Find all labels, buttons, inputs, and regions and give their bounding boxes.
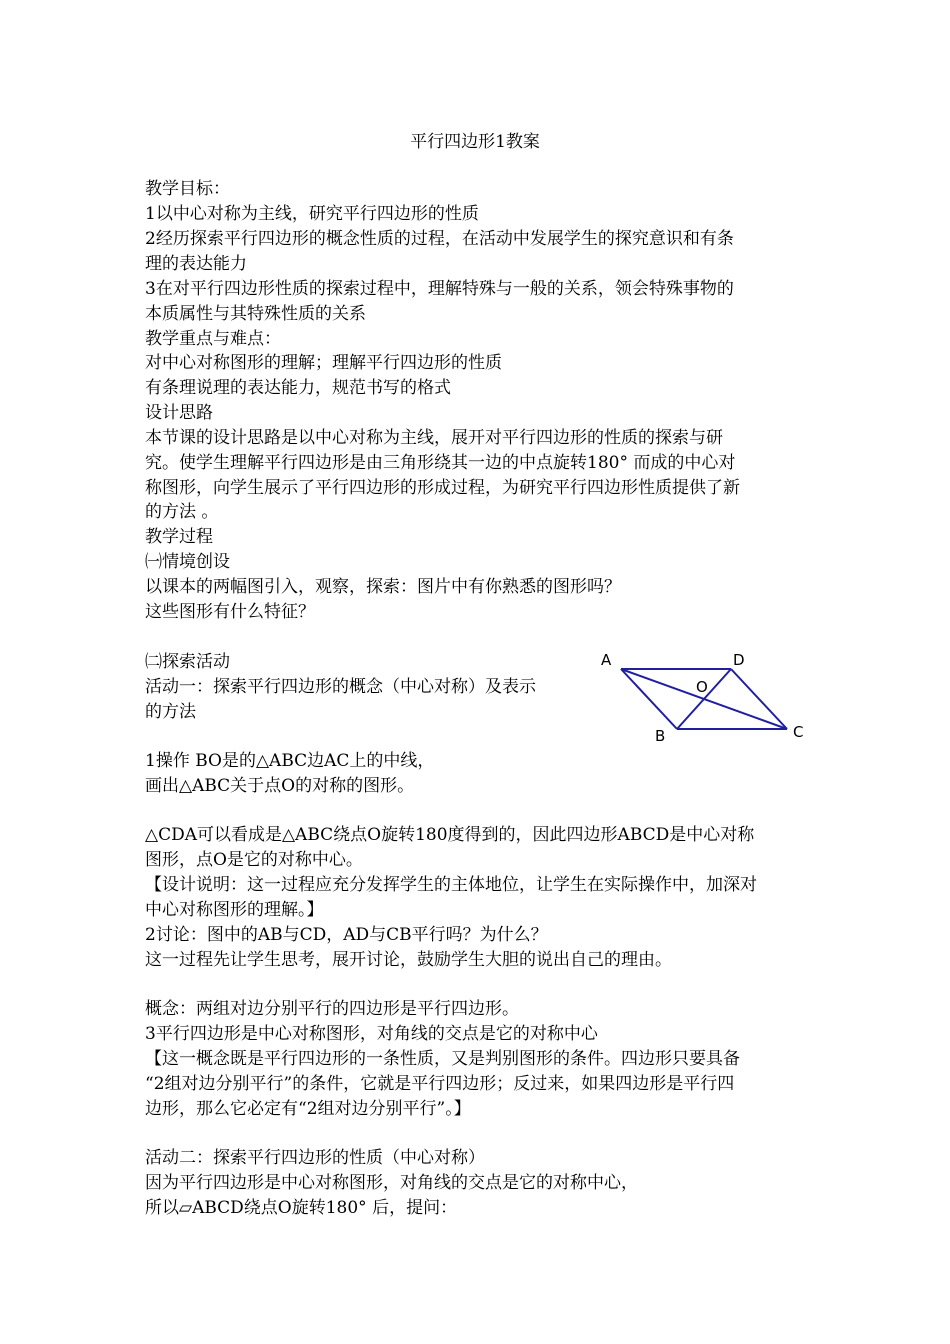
text-line: 有条理说理的表达能力，规范书写的格式: [145, 378, 451, 398]
text-line: △CDA可以看成是△ABC绕点O旋转180度得到的，因此四边形ABCD是中心对称: [145, 825, 755, 845]
text-line: 2经历探索平行四边形的概念性质的过程，在活动中发展学生的探究意识和有条: [145, 229, 734, 249]
text-line: 中心对称图形的理解。】: [145, 900, 324, 920]
parallelogram-figure: [595, 645, 815, 745]
text-line: “2组对边分别平行”的条件，它就是平行四边形；反过来，如果四边形是平行四: [145, 1074, 735, 1094]
text-line: 1以中心对称为主线，研究平行四边形的性质: [145, 204, 479, 224]
text-line: 的方法 。: [145, 502, 219, 522]
text-line: ㈡探索活动: [145, 652, 230, 672]
text-line: 因为平行四边形是中心对称图形，对角线的交点是它的对称中心，: [145, 1173, 638, 1193]
text-line: 活动一：探索平行四边形的概念（中心对称）及表示: [145, 677, 536, 697]
vertex-label-d: D: [733, 651, 745, 669]
text-line: 究。使学生理解平行四边形是由三角形绕其一边的中点旋转180° 而成的中心对: [145, 453, 736, 473]
text-line: 图形，点O是它的对称中心。: [145, 850, 363, 870]
text-line: 边形，那么它必定有“2组对边分别平行”。】: [145, 1099, 471, 1119]
text-line: 这一过程先让学生思考，展开讨论，鼓励学生大胆的说出自己的理由。: [145, 950, 672, 970]
side-dc-line: [731, 669, 787, 729]
text-line: 概念：两组对边分别平行的四边形是平行四边形。: [145, 999, 519, 1019]
text-line: 所以▱ABCD绕点O旋转180° 后，提问：: [145, 1198, 458, 1218]
center-label-o: O: [696, 678, 708, 696]
text-line: 设计思路: [145, 403, 213, 423]
text-line: 3平行四边形是中心对称图形，对角线的交点是它的对称中心: [145, 1024, 598, 1044]
text-line: 教学过程: [145, 527, 213, 547]
text-line: 理的表达能力: [145, 254, 247, 274]
vertex-label-b: B: [655, 727, 666, 745]
vertex-label-a: A: [601, 651, 612, 669]
text-line: 这些图形有什么特征？: [145, 602, 315, 622]
text-line: 1操作 BO是的△ABC边AC上的中线，: [145, 751, 435, 771]
text-line: 【这一概念既是平行四边形的一条性质，又是判别图形的条件。四边形只要具备: [145, 1049, 740, 1069]
text-line: 教学重点与难点：: [145, 329, 281, 349]
text-line: 教学目标：: [145, 179, 230, 199]
text-line: 的方法: [145, 702, 196, 722]
text-line: 2讨论：图中的AB与CD，AD与CB平行吗？为什么？: [145, 925, 548, 945]
side-ba-line: [621, 669, 677, 729]
document-title: 平行四边形1教案: [410, 132, 540, 152]
text-line: 活动二：探索平行四边形的性质（中心对称）: [145, 1148, 485, 1168]
text-line: 本节课的设计思路是以中心对称为主线，展开对平行四边形的性质的探索与研: [145, 428, 723, 448]
text-line: 称图形，向学生展示了平行四边形的形成过程，为研究平行四边形性质提供了新: [145, 478, 740, 498]
text-line: 以课本的两幅图引入，观察，探索：图片中有你熟悉的图形吗？: [145, 577, 621, 597]
text-line: 对中心对称图形的理解；理解平行四边形的性质: [145, 353, 502, 373]
text-line: ㈠情境创设: [145, 552, 230, 572]
text-line: 画出△ABC关于点O的对称的图形。: [145, 776, 415, 796]
vertex-label-c: C: [793, 723, 804, 741]
text-line: 3在对平行四边形性质的探索过程中，理解特殊与一般的关系，领会特殊事物的: [145, 279, 734, 299]
text-line: 【设计说明：这一过程应充分发挥学生的主体地位，让学生在实际操作中，加深对: [145, 875, 757, 895]
text-line: 本质属性与其特殊性质的关系: [145, 304, 366, 324]
